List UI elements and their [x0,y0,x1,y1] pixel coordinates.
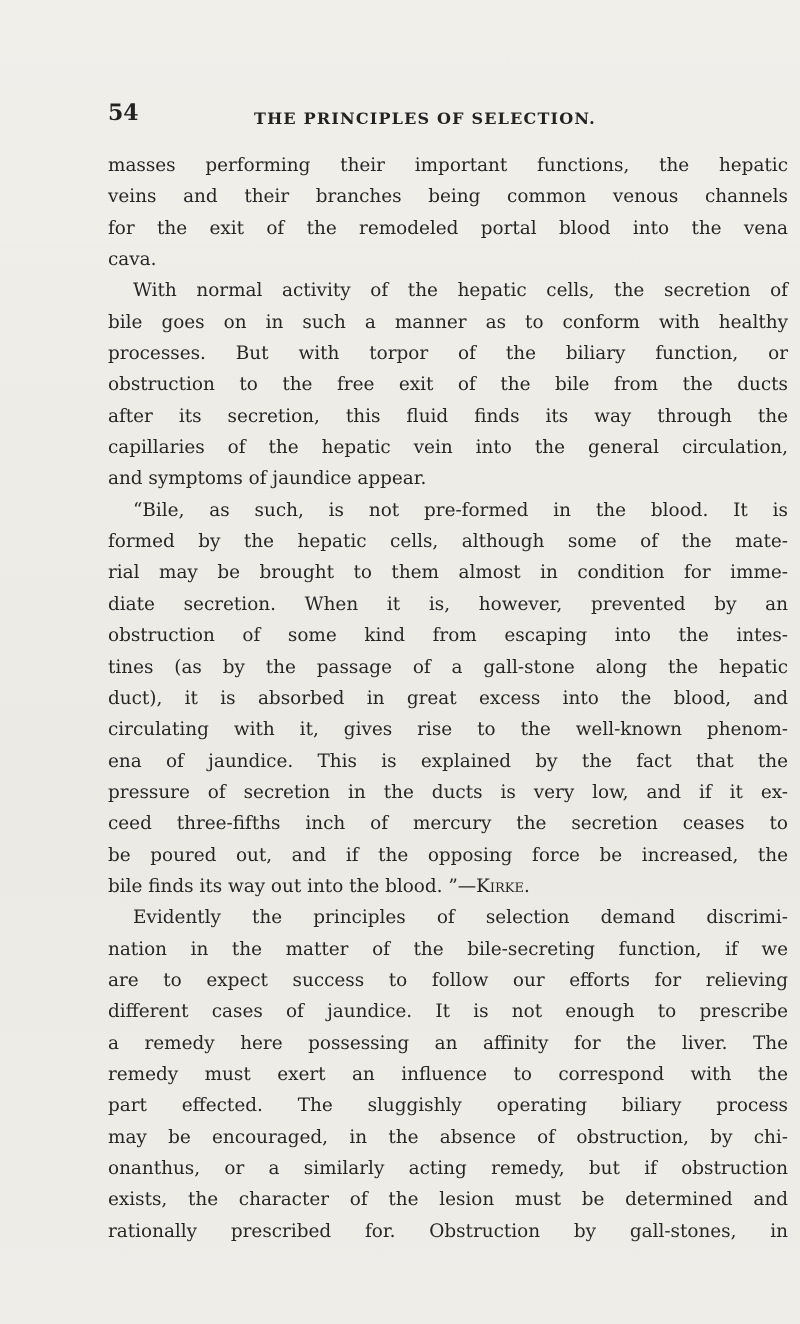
page-title: THE PRINCIPLES OF SELECTION. [254,109,596,128]
text-line: remedy must exert an influence to correspond with the [108,1063,788,1085]
text-line: obstruction of some kind from escaping into the intes- [108,625,788,647]
quote-end-text: bile finds its way out into the blood. ”— [108,875,477,897]
text-line: ena of jaundice. This is explained by the fact that the [108,750,788,772]
text-line: after its secretion, this fluid finds its way through the [108,405,788,427]
quote-end-line [108,871,788,902]
text-line: pressure of secretion in the ducts is very low, and if it ex- [108,781,788,803]
text-line: and symptoms of jaundice appear. [108,468,427,490]
text-line: a remedy here possessing an affinity for the liver. The [108,1032,788,1054]
paragraph-start-line: With normal activity of the hepatic cells, the secretion of [133,280,788,302]
text-line: capillaries of the hepatic vein into the general circulation, [108,437,788,459]
quote-author: Kirke. [476,875,530,897]
text-line: onanthus, or a similarly acting remedy, but if obstruction [108,1158,788,1179]
text-line: ceed three-fifths inch of mercury the secretion ceases to [108,813,788,835]
text-line: obstruction to the free exit of the bile from the ducts [108,374,788,396]
text-line: diate secretion. When it is, however, prevented by an [108,593,788,615]
text-line: masses performing their important functions, the hepatic [108,155,788,176]
text-line: cava. [108,249,157,271]
text-line: bile goes on in such a manner as to conform with healthy [108,311,788,333]
page-number: 54 [108,100,139,126]
text-line: rationally prescribed for. Obstruction by gall-stones, in [108,1220,788,1242]
text-line: circulating with it, gives rise to the well-known phenom- [108,719,788,741]
body-text [108,150,788,1247]
text-line: different cases of jaundice. It is not enough to prescribe [108,1001,788,1023]
text-line: processes. But with torpor of the biliary function, or [108,343,788,365]
text-line: may be encouraged, in the absence of obstruction, by chi- [108,1126,788,1148]
text-line: rial may be brought to them almost in condition for imme- [108,562,788,584]
text-line: are to expect success to follow our efforts for relieving [108,969,788,991]
text-line: for the exit of the remodeled portal blood into the vena [108,217,788,239]
running-head [108,100,788,134]
paragraph-start-line: “Bile, as such, is not pre-formed in the blood. It is [133,499,788,521]
text-line: duct), it is absorbed in great excess into the blood, and [108,687,788,709]
text-line: part effected. The sluggishly operating biliary process [108,1095,788,1117]
text-line: veins and their branches being common venous channels [108,186,788,208]
paragraph-start-line: Evidently the principles of selection demand discrimi- [133,907,788,929]
text-line: formed by the hepatic cells, although some of the mate- [108,531,788,553]
text-line: nation in the matter of the bile-secreting function, if we [108,938,788,960]
text-line: tines (as by the passage of a gall-stone along the hepatic [108,656,788,678]
text-line: be poured out, and if the opposing force be increased, the [108,844,788,866]
text-line: exists, the character of the lesion must be determined and [108,1189,788,1211]
